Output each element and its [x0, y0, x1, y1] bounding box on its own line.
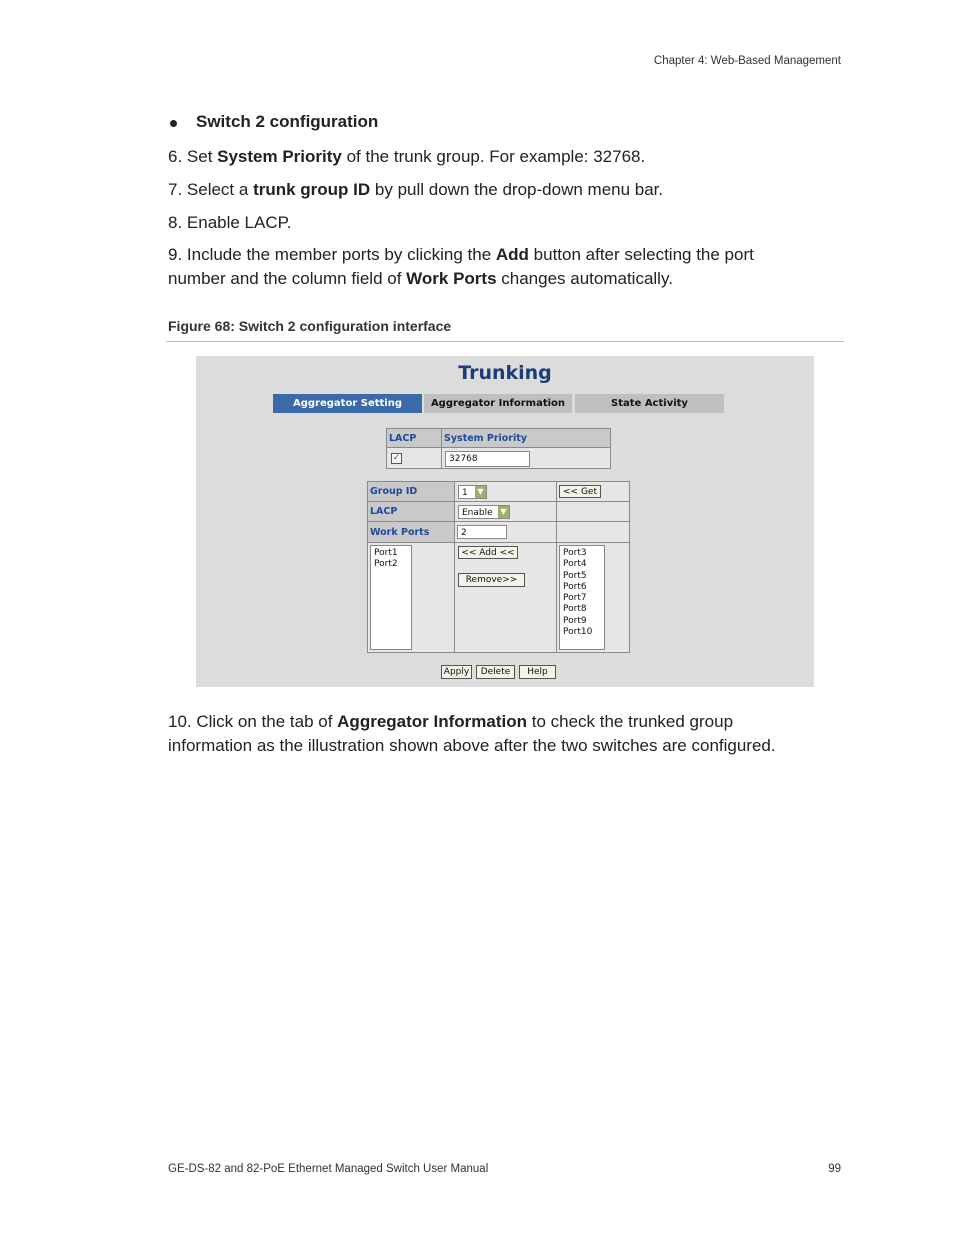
- help-button[interactable]: Help: [519, 665, 556, 679]
- chapter-header: Chapter 4: Web-Based Management: [653, 55, 841, 67]
- member-ports-cell: [367, 542, 455, 653]
- member-ports-list[interactable]: [370, 545, 412, 650]
- lacp-select-cell: [454, 501, 557, 522]
- system-priority-input[interactable]: 32768: [445, 451, 530, 467]
- lacp-header: LACP: [389, 433, 417, 444]
- delete-button[interactable]: Delete: [476, 665, 515, 679]
- list-item[interactable]: Port2: [374, 559, 398, 570]
- bullet-dot: [170, 120, 177, 127]
- available-ports-list[interactable]: [559, 545, 605, 650]
- list-item[interactable]: Port7: [563, 593, 587, 604]
- remove-button[interactable]: Remove>>: [458, 573, 525, 587]
- add-remove-cell: [454, 542, 557, 653]
- empty-cell: [556, 521, 630, 543]
- tab-state-activity[interactable]: State Activity: [575, 394, 724, 413]
- trunking-title: Trunking: [458, 362, 552, 384]
- page-number: 99: [828, 1163, 841, 1175]
- footer-manual-title: GE-DS-82 and 82-PoE Ethernet Managed Switch User Manual: [168, 1163, 489, 1175]
- group-id-label-cell: [367, 481, 455, 502]
- work-ports-label-cell: [367, 521, 455, 543]
- lacp-value: Enable: [462, 508, 493, 518]
- step-7: 7. Select a trunk group ID by pull down the drop-down menu bar.: [168, 180, 664, 199]
- work-ports-value-cell: [454, 521, 557, 543]
- list-item[interactable]: Port3: [563, 548, 587, 558]
- empty-cell: [556, 501, 630, 522]
- list-item[interactable]: Port6: [563, 581, 587, 592]
- list-item[interactable]: Port5: [563, 570, 587, 581]
- group-id-select-cell: [454, 481, 557, 502]
- step-6: 6. Set System Priority of the trunk group. For example: 32768.: [168, 147, 646, 166]
- add-button[interactable]: << Add <<: [458, 546, 518, 559]
- group-id-value: 1: [462, 488, 468, 498]
- step-8: 8. Enable LACP.: [168, 213, 292, 232]
- figure-caption: Figure 68: Switch 2 configuration interface: [168, 318, 452, 334]
- list-item[interactable]: Port1: [374, 548, 398, 558]
- tab-aggregator-setting[interactable]: Aggregator Setting: [273, 394, 422, 413]
- step-9: 9. Include the member ports by clicking the Add button after selecting the port number and the column field of Work Ports changes automatically.: [168, 245, 754, 288]
- chevron-down-icon: ▼: [498, 506, 509, 518]
- list-item[interactable]: Port9: [563, 615, 587, 626]
- tab-aggregator-information[interactable]: Aggregator Information: [424, 394, 572, 413]
- lacp-checkbox[interactable]: ✓: [392, 453, 401, 463]
- chevron-down-icon: ▼: [475, 486, 486, 498]
- caption-divider: [166, 341, 844, 342]
- apply-button[interactable]: Apply: [441, 665, 472, 679]
- get-button[interactable]: << Get: [559, 485, 601, 498]
- priority-input-cell: [441, 447, 611, 469]
- available-ports-cell: [556, 542, 630, 653]
- step-10: 10. Click on the tab of Aggregator Information to check the trunked group information as the illustration shown above after the two switches are configured.: [168, 712, 776, 755]
- group-id-label: Group ID: [370, 486, 418, 497]
- list-item[interactable]: Port8: [563, 604, 587, 615]
- lacp-check-cell: [386, 447, 442, 469]
- list-item[interactable]: Port4: [563, 559, 587, 570]
- section-heading: Switch 2 configuration: [196, 112, 379, 131]
- priority-header: System Priority: [444, 433, 527, 444]
- lacp-select[interactable]: [458, 505, 510, 519]
- group-id-select[interactable]: [458, 485, 487, 499]
- lacp-label-cell: [367, 501, 455, 522]
- work-ports-value: 2: [457, 525, 507, 539]
- lacp-header-cell: [386, 428, 442, 448]
- priority-header-cell: [441, 428, 611, 448]
- list-item[interactable]: Port10: [563, 627, 593, 638]
- get-button-cell: [556, 481, 630, 502]
- lacp-label: LACP: [370, 506, 398, 517]
- trunking-screenshot: [196, 356, 814, 687]
- work-ports-label: Work Ports: [370, 527, 430, 538]
